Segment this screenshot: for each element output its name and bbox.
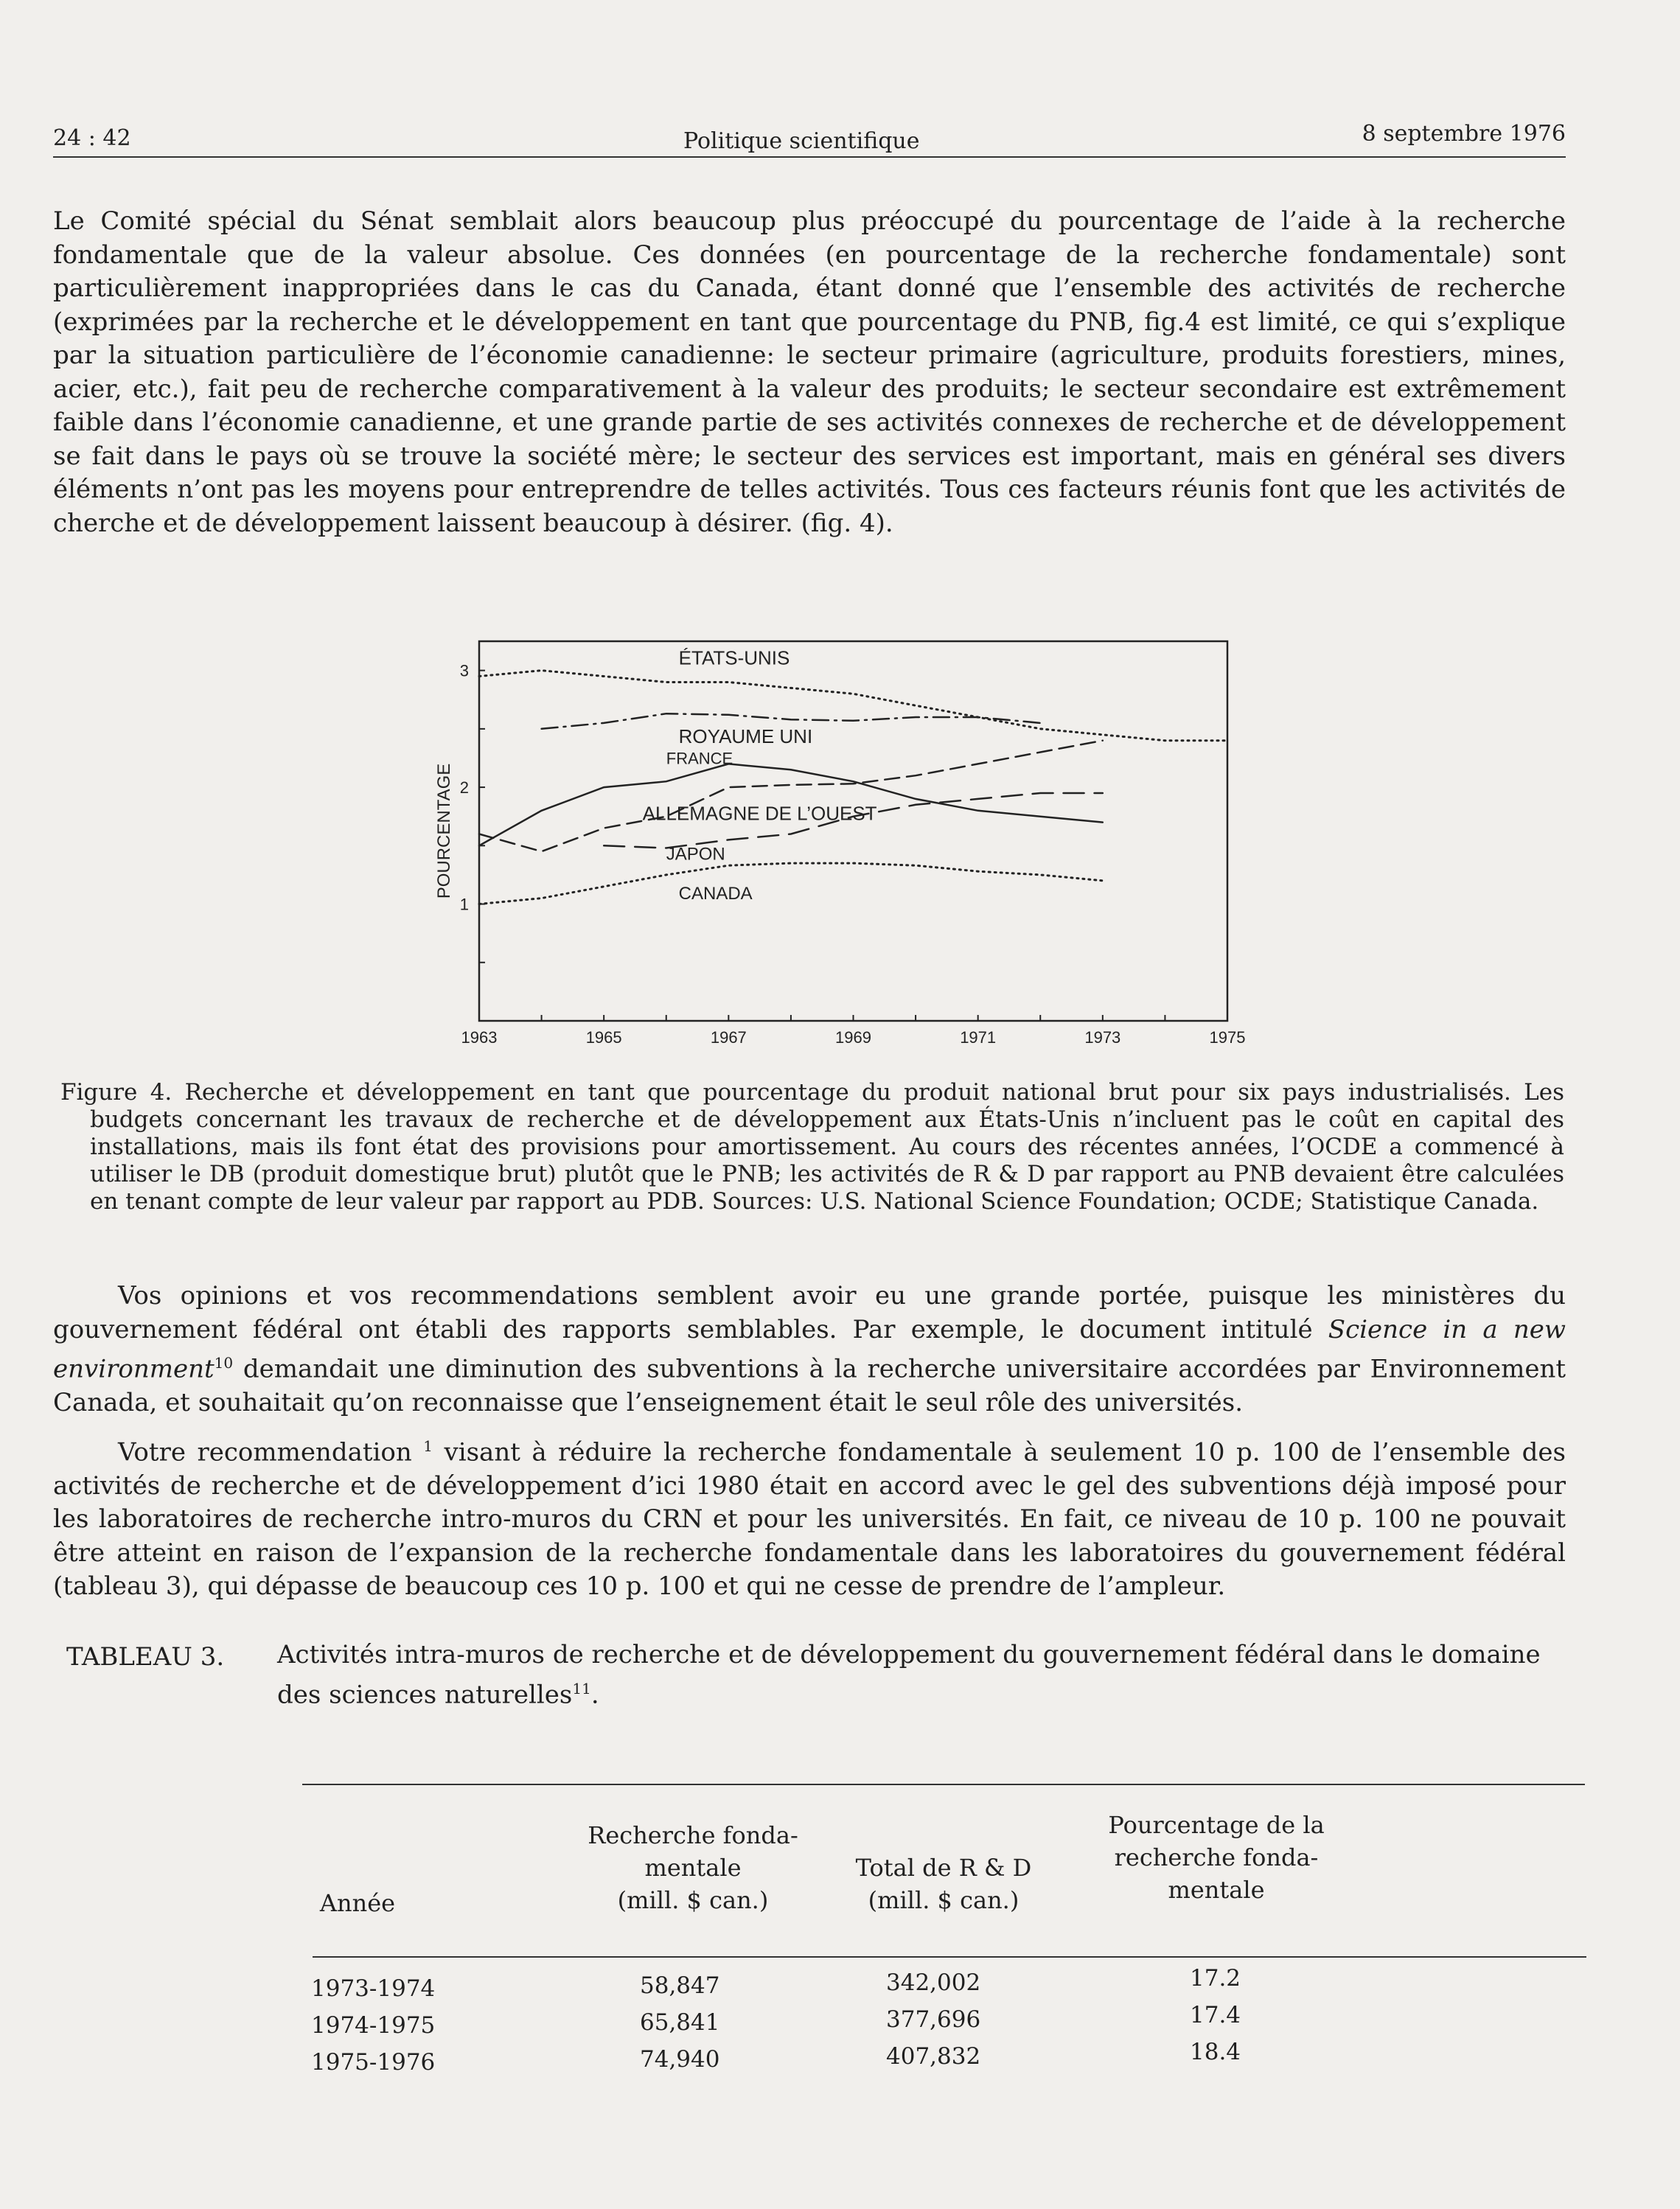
- table-title-end: .: [590, 1680, 599, 1710]
- table-row-3-pct: 18.4: [1190, 2039, 1241, 2065]
- header-basic-research: [546, 1819, 840, 1916]
- header-pct-line-3: mentale: [1168, 1876, 1265, 1904]
- header-percentage: [1069, 1809, 1364, 1906]
- table-row-3-total: 407,832: [886, 2043, 981, 2070]
- publication-date: 8 septembre 1976: [1362, 121, 1566, 147]
- x-tick-label: 1973: [1084, 1028, 1121, 1047]
- series-label-1: ROYAUME UNI: [678, 725, 813, 747]
- paragraph-opinions: [53, 1280, 1566, 1420]
- paragraph-recommendation: [53, 1430, 1566, 1604]
- x-tick-label: 1965: [585, 1028, 622, 1047]
- header-total-line-2: (mill. $ can.): [868, 1886, 1019, 1914]
- paragraph-recommendation-text-a: Votre recommendation: [118, 1437, 424, 1468]
- table-top-rule: [302, 1784, 1585, 1785]
- chart-ticks: [460, 662, 1246, 1047]
- table-row-1-year: 1973-1974: [311, 1975, 436, 2002]
- header-total-line-1: Total de R & D: [855, 1854, 1032, 1882]
- header-basic-line-1: Recherche fonda-: [588, 1821, 798, 1849]
- series-label-3: ALLEMAGNE DE L’OUEST: [642, 802, 877, 825]
- x-tick-label: 1967: [710, 1028, 747, 1047]
- paragraph-opinions-text-a: Vos opinions et vos recommendations semblent avoir eu une grande portée, puisque les ministères du gouvernement fédéral ont établi des rapports semblables. Par exemple, le document intitulé: [53, 1281, 1566, 1344]
- y-tick-label: 2: [459, 778, 469, 798]
- series-label-2: FRANCE: [666, 749, 733, 768]
- header-year: Année: [319, 1889, 396, 1917]
- series-label-0: ÉTATS-UNIS: [678, 646, 790, 669]
- x-tick-label: 1963: [461, 1028, 498, 1047]
- chart-frame: [479, 641, 1227, 1021]
- header-basic-line-2: mentale: [644, 1854, 742, 1882]
- publication-title: Politique scientifique: [683, 128, 920, 154]
- x-tick-label: 1969: [835, 1028, 871, 1047]
- page-reference: 24 : 42: [53, 125, 131, 151]
- table-row-2-pct: 17.4: [1190, 2002, 1241, 2028]
- plot-border: [479, 641, 1227, 1021]
- header-pct-line-1: Pourcentage de la: [1108, 1811, 1325, 1839]
- x-tick-label: 1971: [960, 1028, 997, 1047]
- series-label-5: CANADA: [678, 884, 753, 904]
- y-axis-label: POURCENTAGE: [434, 763, 454, 899]
- figure-caption: Figure 4. Recherche et développement en tant que pourcentage du produit national brut pour six pays industrialisés. Les budgets concernant les travaux de recherche et de développement aux États-Unis n’incluent pas le coût en capital des installations, mais ils font état des provisions pour amortissement. Au cours des récentes années, l’OCDE a commencé à utiliser le DB (produit domestique brut) plutôt que le PNB; les activités de R & D par rapport au PNB devaient être calculées en tenant compte de leur valeur par rapport au PDB. Sources: U.S. National Science Foundation; OCDE; Statistique Canada.: [60, 1079, 1564, 1215]
- table-row-3-basic: 74,940: [640, 2046, 720, 2073]
- series-label-4: JAPON: [666, 844, 725, 865]
- table-row-1-total: 342,002: [886, 1969, 981, 1996]
- footnote-ref-10: 10: [214, 1354, 234, 1372]
- table-header-rule: [313, 1956, 1586, 1958]
- table-row-1-pct: 17.2: [1190, 1965, 1241, 1992]
- x-tick-label: 1975: [1209, 1028, 1246, 1047]
- paragraph-senate-committee: Le Comité spécial du Sénat semblait alors beaucoup plus préoccupé du pourcentage de l’aide à la recherche fondamentale que de la valeur absolue. Ces données (en pourcentage de la recherche fondamentale) sont particulièrement inappropriées dans le cas du Canada, étant donné que l’ensemble des activités de recherche (exprimées par la recherche et le développement en tant que pourcentage du PNB, fig.4 est limité, ce qui s’explique par la situation particulière de l’économie canadienne: le secteur primaire (agriculture, produits forestiers, mines, acier, etc.), fait peu de recherche comparativement à la valeur des produits; le secteur secondaire est extrêmement faible dans l’économie canadienne, et une grande partie de ses activités connexes de recherche et de développement se fait dans le pays où se trouve la société mère; le secteur des services est important, mais en général ses divers éléments n’ont pas les moyens pour entreprendre de telles activités. Tous ces facteurs réunis font que les activités de cherche et de développement laissent beaucoup à désirer. (fig. 4).: [53, 206, 1566, 538]
- table-row-2-basic: 65,841: [640, 2009, 720, 2036]
- table-title: [277, 1638, 1589, 1711]
- footnote-ref-11: 11: [572, 1680, 591, 1697]
- chart-labels: [434, 647, 877, 904]
- header-total-rd: [833, 1852, 1054, 1916]
- chart-series: [479, 671, 1227, 904]
- paragraph-opinions-text-b: demandait une diminution des subventions à la recherche universitaire accordées par Environnement Canada, et souhaitait qu’on reconnaisse que l’enseignement était le seul rôle des universités.: [53, 1354, 1566, 1417]
- y-tick-label: 1: [459, 895, 469, 914]
- series-line-0: [479, 671, 1227, 741]
- figure-4-chart: [428, 575, 1283, 1047]
- table-row-2-total: 377,696: [886, 2006, 981, 2033]
- table-title-text: Activités intra-muros de recherche et de développement du gouvernement fédéral dans le domaine des sciences naturelles: [277, 1640, 1541, 1710]
- document-title-italic: Science in a new environment: [53, 1314, 1566, 1384]
- footnote-ref-1: 1: [423, 1437, 433, 1455]
- paragraph-recommendation-text-b: visant à réduire la recherche fondamentale à seulement 10 p. 100 de l’ensemble des activités de recherche et de développement d’ici 1980 était en accord avec le gel des subventions déjà imposé pour les laboratoires de recherche intro-muros du CRN et pour les universités. En fait, ce niveau de 10 p. 100 ne pouvait être atteint en raison de l’expansion de la recherche fondamentale dans les laboratoires du gouvernement fédéral (tableau 3), qui dépasse de beaucoup ces 10 p. 100 et qui ne cesse de prendre de l’ampleur.: [53, 1437, 1566, 1602]
- page-header: [53, 121, 1566, 158]
- table-label: TABLEAU 3.: [66, 1642, 225, 1672]
- series-line-5: [479, 863, 1103, 904]
- table-row-1-basic: 58,847: [640, 1972, 720, 1999]
- table-row-2-year: 1974-1975: [311, 2012, 436, 2039]
- header-basic-line-3: (mill. $ can.): [617, 1886, 769, 1914]
- table-row-3-year: 1975-1976: [311, 2049, 436, 2076]
- header-pct-line-2: recherche fonda-: [1114, 1843, 1319, 1871]
- y-tick-label: 3: [459, 661, 469, 680]
